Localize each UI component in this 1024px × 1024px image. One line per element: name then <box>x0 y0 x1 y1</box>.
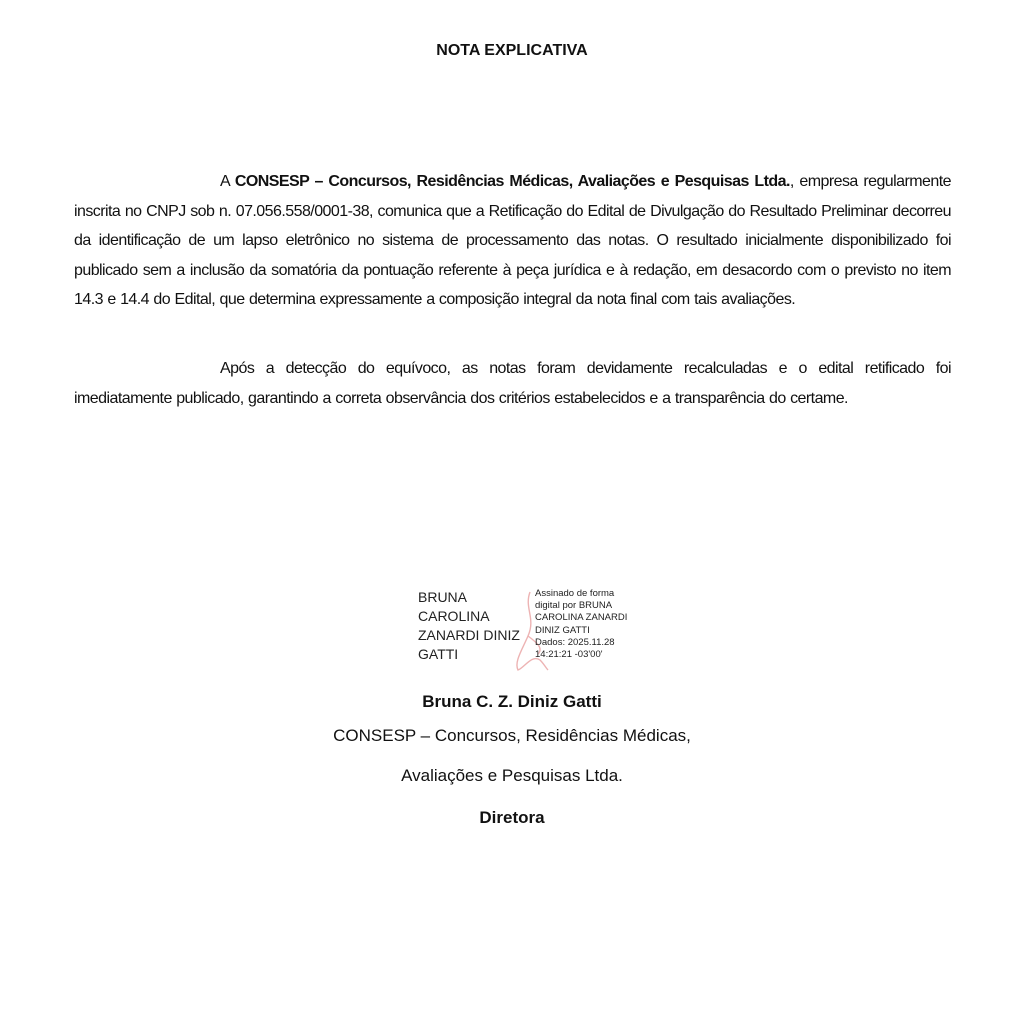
document-title: NOTA EXPLICATIVA <box>436 42 588 59</box>
signature-name-line: GATTI <box>418 646 459 662</box>
digital-signature-block[interactable] <box>418 588 648 674</box>
signature-meta-line: 14:21:21 -03'00' <box>535 649 603 661</box>
paragraph-1 <box>74 167 951 315</box>
signature-meta-line: DINIZ GATTI <box>535 624 590 636</box>
signature-name-line: ZANARDI DINIZ <box>418 627 520 643</box>
signature-name-line: CAROLINA <box>418 608 490 624</box>
signature-meta-line: Dados: 2025.11.28 <box>535 636 615 648</box>
signatory-org-line-2: Avaliações e Pesquisas Ltda. <box>401 766 623 785</box>
signature-meta-line: CAROLINA ZANARDI <box>535 612 628 624</box>
paragraph-1-lead: A <box>220 173 235 190</box>
signatory-name: Bruna C. Z. Diniz Gatti <box>422 692 602 711</box>
signature-meta-line: digital por BRUNA <box>535 600 613 612</box>
paragraph-1-text: , empresa regularmente inscrita no CNPJ sob n. 07.056.558/0001-38, comunica que a Retificação do Edital de Divulgação do Resultado Preliminar decorreu da identificação de um lapso eletrônico no sistema de processamento das notas. O resultado inicialmente disponibilizado foi publicado sem a inclusão da somatória da pontuação referente à peça jurídica e à redação, em desacordo com o previsto no item 14.3 e 14.4 do Edital, que determina expressamente a composição integral da nota final com tais avaliações. <box>74 173 951 308</box>
signature-metadata <box>535 588 627 661</box>
paragraph-2-text: Após a detecção do equívoco, as notas foram devidamente recalculadas e o edital retificado foi imediatamente publicado, garantindo a correta observância dos critérios estabelecidos e a transparência do certame. <box>74 360 951 407</box>
paragraph-2 <box>74 354 951 413</box>
signature-name-line: BRUNA <box>418 589 468 605</box>
signatory-org-line-1: CONSESP – Concursos, Residências Médicas, <box>333 726 691 745</box>
signature-meta-line: Assinado de forma <box>535 588 615 599</box>
signatory-role: Diretora <box>479 808 545 827</box>
signature-name <box>418 588 520 664</box>
company-name: CONSESP – Concursos, Residências Médicas, Avaliações e Pesquisas Ltda. <box>234 173 790 190</box>
